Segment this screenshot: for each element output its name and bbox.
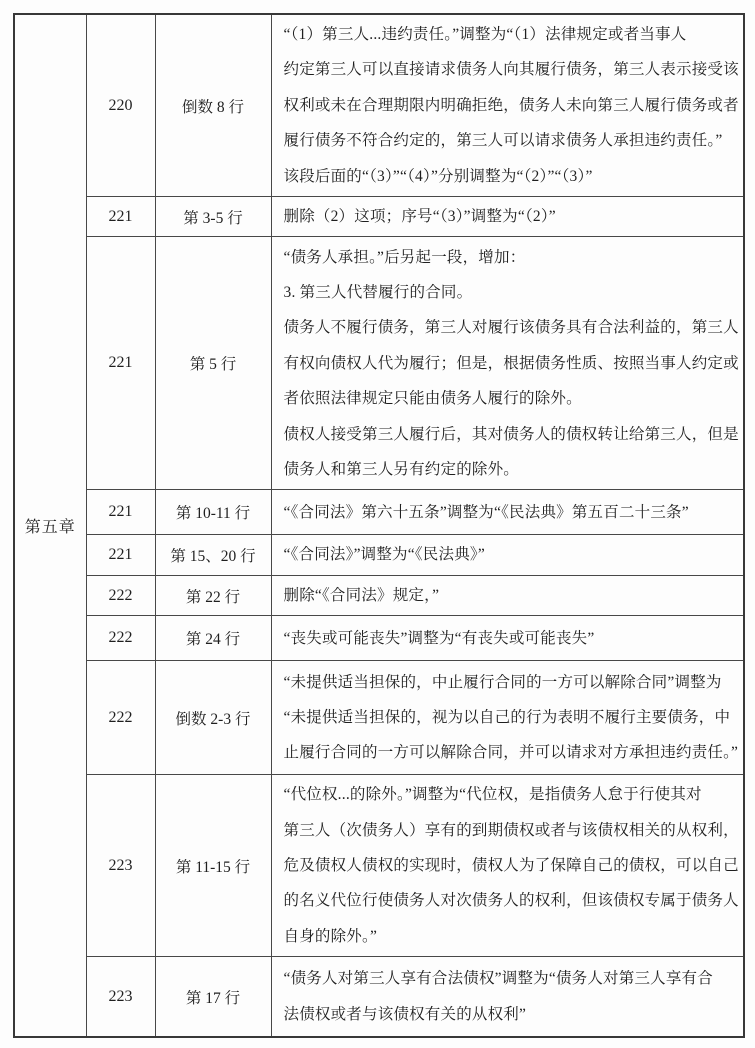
revision-content-cell bbox=[271, 490, 744, 535]
content-line: “丧失或可能丧失”调整为“有丧失或可能丧失” bbox=[283, 629, 595, 647]
content-line: 删除（2）这项；序号“（3）”调整为“（2）” bbox=[283, 208, 556, 226]
content-line: “《合同法》”调整为“《民法典》” bbox=[283, 546, 485, 564]
page-number-cell: 221 bbox=[86, 197, 155, 237]
content-line: 删除“《合同法》规定，” bbox=[283, 586, 440, 604]
table-row bbox=[14, 957, 744, 1037]
content-line: “代位权...的除外。”调整为“代位权，是指债务人怠于行使其对 bbox=[283, 786, 702, 804]
line-ref-cell: 倒数 2-3 行 bbox=[155, 661, 271, 775]
line-ref-cell: 第 5 行 bbox=[155, 237, 271, 490]
content-line: 危及债权人债权的实现时，债权人为了保障自己的债权，可以自己 bbox=[283, 857, 739, 875]
table-row bbox=[14, 14, 744, 197]
revision-table bbox=[13, 13, 745, 1038]
table-row bbox=[14, 575, 744, 615]
page-number-cell: 222 bbox=[86, 661, 155, 775]
content-line: 3. 第三人代替履行的合同。 bbox=[283, 283, 473, 301]
table-row bbox=[14, 197, 744, 237]
content-line: 的名义代位行使债务人对次债务人的权利，但该债权专属于债务人 bbox=[283, 892, 739, 910]
table-row bbox=[14, 775, 744, 957]
revision-content-cell bbox=[271, 14, 744, 197]
content-line: 债权人接受第三人履行后，其对债务人的债权转让给第三人，但是 bbox=[283, 425, 739, 443]
line-ref-cell: 第 10-11 行 bbox=[155, 490, 271, 535]
revision-content-cell bbox=[271, 616, 744, 661]
line-ref-cell: 第 11-15 行 bbox=[155, 775, 271, 957]
content-line: 权利或未在合理期限内明确拒绝，债务人未向第三人履行债务或者 bbox=[283, 96, 739, 114]
content-line: 止履行合同的一方可以解除合同，并可以请求对方承担违约责任。” bbox=[283, 744, 739, 762]
content-line: 第三人（次债务人）享有的到期债权或者与该债权相关的从权利， bbox=[283, 821, 739, 839]
revision-table-body bbox=[14, 14, 744, 1037]
content-line: “《合同法》第六十五条”调整为“《民法典》第五百二十三条” bbox=[283, 503, 689, 521]
page-number-cell: 223 bbox=[86, 957, 155, 1037]
line-ref-cell: 第 17 行 bbox=[155, 957, 271, 1037]
revision-content-cell bbox=[271, 237, 744, 490]
revision-content-cell bbox=[271, 661, 744, 775]
revision-content-cell bbox=[271, 775, 744, 957]
chapter-cell: 第五章 bbox=[14, 14, 86, 1037]
page-number-cell: 222 bbox=[86, 575, 155, 615]
table-row bbox=[14, 661, 744, 775]
content-line: “未提供适当担保的，中止履行合同的一方可以解除合同”调整为 bbox=[283, 673, 722, 691]
page-number-cell: 223 bbox=[86, 775, 155, 957]
line-ref-cell: 第 3-5 行 bbox=[155, 197, 271, 237]
content-line: “未提供适当担保的，视为以自己的行为表明不履行主要债务，中 bbox=[283, 709, 731, 727]
line-ref-cell: 倒数 8 行 bbox=[155, 14, 271, 197]
content-line: “（1）第三人...违约责任。”调整为“（1）法律规定或者当事人 bbox=[283, 26, 687, 43]
content-line: 有权向债权人代为履行；但是，根据债务性质、按照当事人约定或 bbox=[283, 354, 739, 372]
revision-content-cell bbox=[271, 197, 744, 237]
page-number-cell: 221 bbox=[86, 535, 155, 575]
content-line: 该段后面的“（3）”“（4）”分别调整为“（2）”“（3）” bbox=[283, 167, 593, 185]
content-line: 自身的除外。” bbox=[283, 927, 378, 945]
table-row bbox=[14, 616, 744, 661]
table-row bbox=[14, 237, 744, 490]
content-line: 者依照法律规定只能由债务人履行的除外。 bbox=[283, 390, 582, 408]
content-line: 履行债务不符合约定的，第三人可以请求债务人承担违约责任。” bbox=[283, 132, 723, 150]
line-ref-cell: 第 22 行 bbox=[155, 575, 271, 615]
page-number-cell: 222 bbox=[86, 616, 155, 661]
table-row bbox=[14, 535, 744, 575]
revision-content-cell bbox=[271, 575, 744, 615]
content-line: “债务人对第三人享有合法债权”调整为“债务人对第三人享有合 bbox=[283, 970, 713, 988]
table-row bbox=[14, 490, 744, 535]
page-number-cell: 221 bbox=[86, 237, 155, 490]
content-line: 约定第三人可以直接请求债务人向其履行债务，第三人表示接受该 bbox=[283, 61, 739, 79]
content-line: 法债权或者与该债权有关的从权利” bbox=[283, 1005, 527, 1023]
line-ref-cell: 第 24 行 bbox=[155, 616, 271, 661]
content-line: 债务人不履行债务，第三人对履行该债务具有合法利益的，第三人 bbox=[283, 319, 739, 337]
content-line: 债务人和第三人另有约定的除外。 bbox=[283, 460, 520, 478]
page-number-cell: 220 bbox=[86, 14, 155, 197]
content-line: “债务人承担。”后另起一段，增加： bbox=[283, 248, 526, 266]
line-ref-cell: 第 15、20 行 bbox=[155, 535, 271, 575]
revision-content-cell bbox=[271, 957, 744, 1037]
revision-content-cell bbox=[271, 535, 744, 575]
page-number-cell: 221 bbox=[86, 490, 155, 535]
